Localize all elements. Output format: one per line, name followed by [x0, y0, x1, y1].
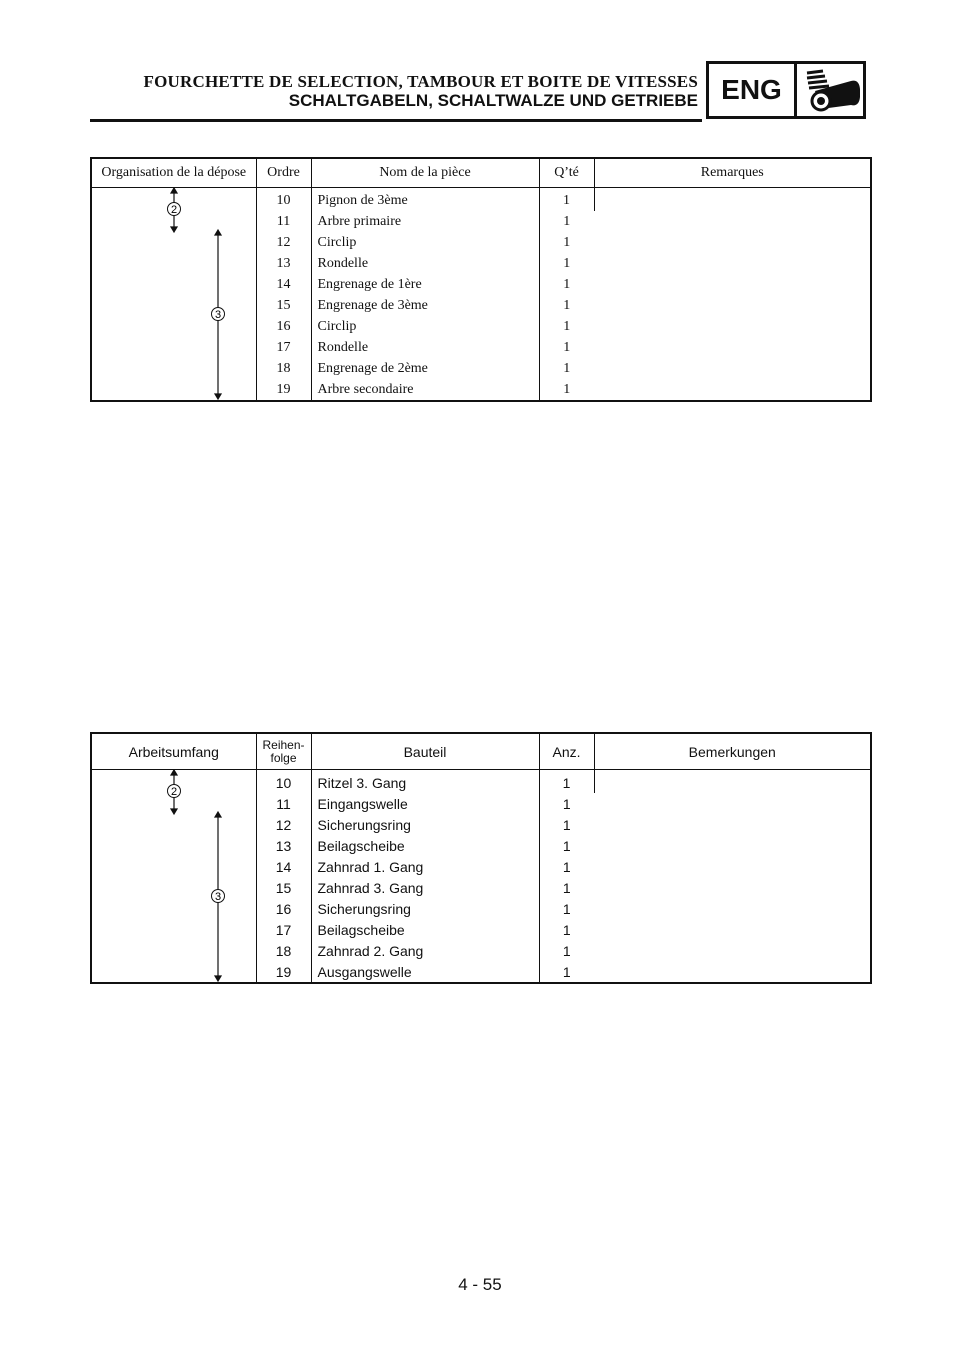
qty-cell: 1: [562, 816, 571, 833]
group-label-3: 3: [214, 891, 222, 903]
table-header-row: [91, 733, 871, 770]
col-header-order: Ordre: [256, 158, 311, 188]
eng-section-badge: [706, 61, 866, 119]
qty-cell: 1: [563, 297, 571, 313]
header-title-de: SCHALTGABELN, SCHALTWALZE UND GETRIEBE: [288, 91, 698, 110]
qty-cell: 1: [562, 963, 571, 980]
qty-cell: 1: [563, 276, 571, 292]
part-name-cell: Engrenage de 3ème: [311, 295, 539, 316]
order-cell: 10: [256, 188, 311, 212]
removal-sequence-arrows: [92, 770, 257, 982]
part-name-cell: Circlip: [311, 232, 539, 253]
col-header-remarks: Remarques: [594, 158, 871, 188]
col-header-order-line1: Reihen-: [262, 737, 305, 752]
part-name-cell: Engrenage de 2ème: [311, 358, 539, 379]
part-name-cell: Zahnrad 3. Gang: [311, 877, 539, 898]
table-row: [91, 770, 871, 794]
part-name-cell: Beilagscheibe: [311, 835, 539, 856]
qty-cell: 1: [562, 837, 571, 854]
part-name-cell: Rondelle: [311, 337, 539, 358]
col-header-order-line2: folge: [270, 750, 297, 765]
part-name-cell: Sicherungsring: [311, 898, 539, 919]
order-cell: 13: [256, 253, 311, 274]
col-header-organisation: Arbeitsumfang: [91, 733, 256, 770]
removal-sequence-cell: [91, 188, 256, 402]
part-name-cell: Zahnrad 2. Gang: [311, 940, 539, 961]
part-name-cell: Ausgangswelle: [311, 961, 539, 983]
qty-cell: 1: [563, 339, 571, 355]
part-name-cell: Beilagscheibe: [311, 919, 539, 940]
order-cell: 16: [256, 316, 311, 337]
order-cell: 16: [256, 898, 311, 919]
qty-cell: 1: [562, 942, 571, 959]
qty-cell: 1: [563, 255, 571, 271]
qty-cell: 1: [539, 770, 594, 794]
part-name-cell: Engrenage de 1ère: [311, 274, 539, 295]
order-cell: 18: [256, 940, 311, 961]
part-name-cell: Circlip: [311, 316, 539, 337]
order-cell: 15: [256, 295, 311, 316]
order-cell: 13: [256, 835, 311, 856]
col-header-organisation: Organisation de la dépose: [91, 158, 256, 188]
order-cell: 18: [256, 358, 311, 379]
order-cell: 10: [256, 770, 311, 794]
remarks-cell: [594, 188, 871, 402]
order-cell: 19: [256, 961, 311, 983]
part-name-cell: Pignon de 3ème: [311, 188, 539, 212]
part-name-cell: Rondelle: [311, 253, 539, 274]
removal-sequence-arrows: [92, 188, 257, 400]
group-label-2: 2: [170, 204, 178, 216]
qty-cell: 1: [562, 879, 571, 896]
part-name-cell: Ritzel 3. Gang: [311, 770, 539, 794]
order-cell: 14: [256, 274, 311, 295]
header-title-fr: FOURCHETTE DE SELECTION, TAMBOUR ET BOITE DE VITESSES: [143, 72, 698, 91]
order-cell: 19: [256, 379, 311, 401]
page-number: 4 - 55: [458, 1275, 502, 1294]
order-cell: 12: [256, 814, 311, 835]
order-cell: 11: [256, 793, 311, 814]
order-cell: 11: [256, 211, 311, 232]
order-cell: 14: [256, 856, 311, 877]
eng-badge-label: ENG: [709, 64, 797, 116]
col-header-qty: Q’té: [539, 158, 594, 188]
qty-cell: 1: [562, 795, 571, 812]
order-cell: 17: [256, 337, 311, 358]
header-rule: [90, 119, 702, 122]
removal-sequence-cell: [91, 770, 256, 984]
parts-table-de: [90, 732, 872, 984]
qty-cell: 1: [563, 360, 571, 376]
order-cell: 17: [256, 919, 311, 940]
parts-table-fr: [90, 157, 872, 402]
qty-cell: 1: [563, 213, 571, 229]
qty-cell: 1: [562, 858, 571, 875]
qty-cell: 1: [539, 188, 594, 212]
qty-cell: 1: [563, 234, 571, 250]
col-header-qty: Anz.: [539, 733, 594, 770]
part-name-cell: Eingangswelle: [311, 793, 539, 814]
part-name-cell: Zahnrad 1. Gang: [311, 856, 539, 877]
engine-piston-icon: [797, 64, 863, 116]
col-header-part-name: Nom de la pièce: [311, 158, 539, 188]
qty-cell: 1: [563, 381, 571, 397]
col-header-order: [256, 733, 311, 770]
order-cell: 12: [256, 232, 311, 253]
col-header-remarks: Bemerkungen: [594, 733, 871, 770]
qty-cell: 1: [563, 318, 571, 334]
col-header-part-name: Bauteil: [311, 733, 539, 770]
qty-cell: 1: [562, 900, 571, 917]
table-header-row: [91, 158, 871, 188]
part-name-cell: Arbre primaire: [311, 211, 539, 232]
part-name-cell: Sicherungsring: [311, 814, 539, 835]
remarks-cell: [594, 770, 871, 984]
qty-cell: 1: [562, 921, 571, 938]
group-label-2: 2: [170, 786, 178, 798]
table-row: [91, 188, 871, 212]
group-label-3: 3: [214, 309, 222, 321]
order-cell: 15: [256, 877, 311, 898]
part-name-cell: Arbre secondaire: [311, 379, 539, 401]
